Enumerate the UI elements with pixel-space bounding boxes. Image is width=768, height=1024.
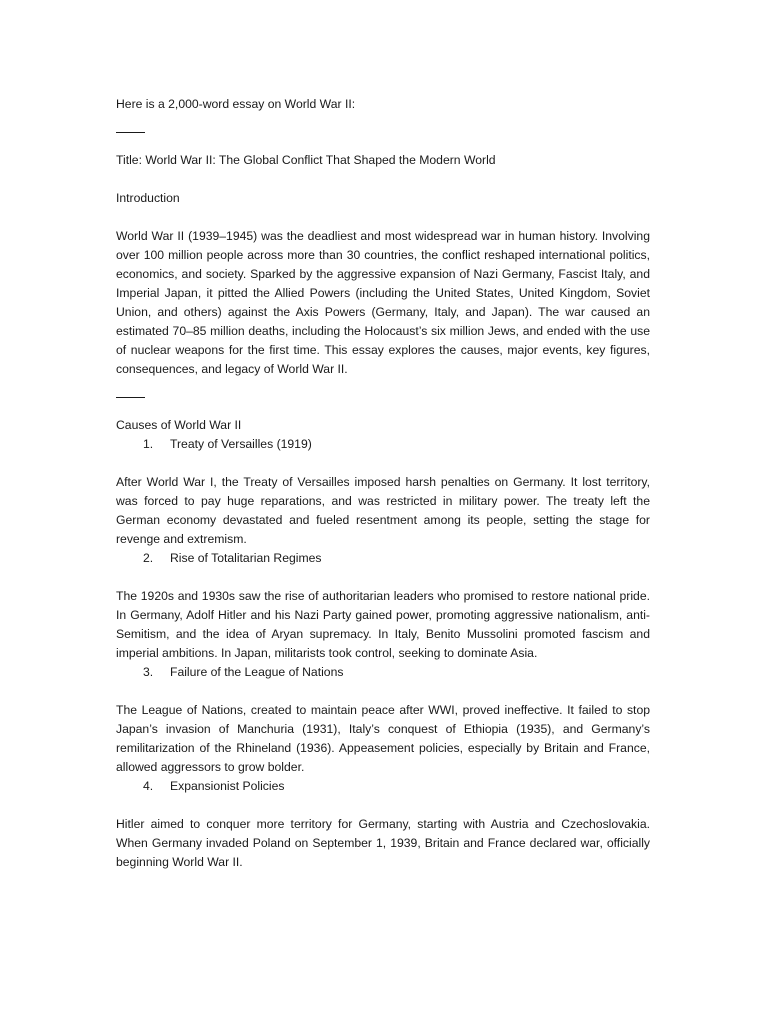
cause-item-2 [116, 549, 650, 568]
cause-item-3-label: Failure of the League of Nations [170, 665, 344, 679]
cause-item-2-number: 2. [143, 551, 154, 565]
horizontal-rule-1 [116, 132, 145, 133]
cause-item-1 [116, 435, 650, 454]
intro-line: Here is a 2,000-word essay on World War II: [116, 97, 356, 111]
cause-item-4 [116, 777, 650, 796]
causes-heading: Causes of World War II [116, 418, 242, 432]
horizontal-rule-2 [116, 397, 145, 398]
cause-item-2-paragraph: The 1920s and 1930s saw the rise of authoritarian leaders who promised to restore national pride. In Germany, Adolf Hitler and his Nazi Party gained power, promoting aggressive nationalism, anti-Semitism, and the idea of Aryan supremacy. In Italy, Benito Mussolini promoted fascism and imperial ambitions. In Japan, militarists took control, seeking to dominate Asia. [116, 589, 650, 660]
cause-item-3-paragraph: The League of Nations, created to maintain peace after WWI, proved ineffective. It failed to stop Japan’s invasion of Manchuria (1931), Italy’s conquest of Ethiopia (1935), and Germany’s remilitarization of the Rhineland (1936). Appeasement policies, especially by Britain and France, allowed aggressors to grow bolder. [116, 703, 650, 774]
cause-item-1-paragraph: After World War I, the Treaty of Versailles imposed harsh penalties on Germany. It lost territory, was forced to pay huge reparations, and was restricted in military power. The treaty left the German economy devastated and fueled resentment among its people, setting the stage for revenge and extremism. [116, 475, 650, 546]
cause-item-2-label: Rise of Totalitarian Regimes [170, 551, 322, 565]
cause-item-4-label: Expansionist Policies [170, 779, 285, 793]
introduction-paragraph: World War II (1939–1945) was the deadliest and most widespread war in human history. Involving over 100 million people across more than 30 countries, the conflict reshaped international politics, economics, and society. Sparked by the aggressive expansion of Nazi Germany, Fascist Italy, and Imperial Japan, it pitted the Allied Powers (including the United States, United Kingdom, Soviet Union, and others) against the Axis Powers (Germany, Italy, and Japan). The war caused an estimated 70–85 million deaths, including the Holocaust’s six million Jews, and ended with the use of nuclear weapons for the first time. This essay explores the causes, major events, key figures, consequences, and legacy of World War II. [116, 229, 650, 376]
cause-item-3-number: 3. [143, 665, 154, 679]
cause-item-1-number: 1. [143, 437, 154, 451]
document-page [116, 95, 650, 872]
essay-title: Title: World War II: The Global Conflict That Shaped the Modern World [116, 153, 496, 167]
cause-item-4-number: 4. [143, 779, 154, 793]
introduction-heading: Introduction [116, 191, 180, 205]
cause-item-3 [116, 663, 650, 682]
cause-item-4-paragraph: Hitler aimed to conquer more territory for Germany, starting with Austria and Czechoslovakia. When Germany invaded Poland on September 1, 1939, Britain and France declared war, officially beginning World War II. [116, 817, 650, 869]
cause-item-1-label: Treaty of Versailles (1919) [170, 437, 312, 451]
